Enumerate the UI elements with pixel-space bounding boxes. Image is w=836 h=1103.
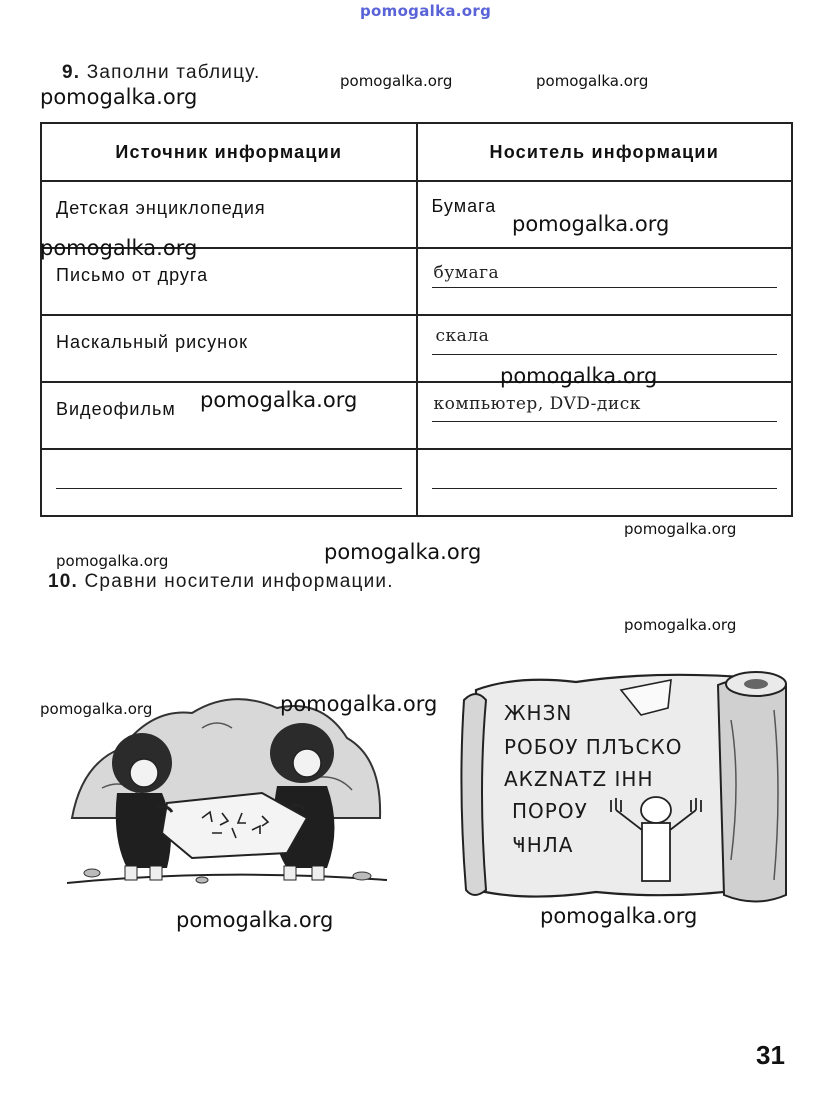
source-text: Наскальный рисунок — [56, 332, 248, 352]
watermark: pomogalka.org — [512, 212, 670, 236]
carrier-cell — [417, 248, 793, 315]
source-text: Письмо от друга — [56, 265, 209, 285]
carrier-cell — [417, 382, 793, 449]
answer-line — [432, 421, 778, 422]
scroll-line: РОБОУ ПЛЪСКО — [504, 735, 683, 759]
handwritten-answer[interactable]: бумага — [433, 263, 500, 283]
carrier-text: Бумага — [431, 196, 497, 216]
scroll-illustration — [456, 660, 798, 910]
task-10-text: Сравни носители информации. — [84, 571, 394, 592]
task-9-title — [62, 62, 260, 84]
source-cell — [41, 449, 417, 516]
watermark: pomogalka.org — [500, 364, 658, 388]
watermark: pomogalka.org — [624, 520, 737, 538]
watermark: pomogalka.org — [40, 236, 198, 260]
task-10-number: 10. — [48, 571, 79, 592]
watermark: pomogalka.org — [40, 700, 153, 718]
watermark: pomogalka.org — [200, 388, 358, 412]
scroll-line: ҸНЛА — [512, 833, 574, 857]
page-number: 31 — [756, 1040, 785, 1070]
handwritten-answer[interactable]: компьютер, DVD-диск — [433, 394, 641, 414]
source-cell — [41, 315, 417, 382]
header-carrier: Носитель информации — [417, 123, 793, 181]
watermark: pomogalka.org — [324, 540, 482, 564]
watermark: pomogalka.org — [176, 908, 334, 932]
answer-line — [432, 354, 778, 355]
watermark: pomogalka.org — [280, 692, 438, 716]
task-10-title — [48, 571, 394, 593]
watermark: pomogalka.org — [536, 72, 649, 90]
handwritten-answer[interactable]: скала — [435, 326, 490, 346]
answer-line[interactable] — [432, 488, 778, 489]
carrier-cell — [417, 449, 793, 516]
info-table — [40, 122, 793, 517]
watermark: pomogalka.org — [340, 72, 453, 90]
table-row — [41, 449, 792, 516]
source-text: Видеофильм — [56, 399, 176, 419]
answer-line[interactable] — [56, 488, 402, 489]
source-text: Детская энциклопедия — [56, 198, 266, 218]
watermark: pomogalka.org — [56, 552, 169, 570]
header-source: Источник информации — [41, 123, 417, 181]
scroll-line: ПОРОУ — [512, 799, 588, 823]
table-row — [41, 315, 792, 382]
watermark-top: pomogalka.org — [360, 2, 492, 20]
task-9-text: Заполни таблицу. — [86, 62, 261, 83]
table-row — [41, 382, 792, 449]
watermark: pomogalka.org — [540, 904, 698, 928]
table-header-row — [41, 123, 792, 181]
task-9-number: 9. — [62, 62, 81, 83]
scroll-line: АКZNАТZ ІНН — [504, 767, 654, 791]
watermark: pomogalka.org — [624, 616, 737, 634]
watermark: pomogalka.org — [40, 85, 198, 109]
scroll-line: ЖНЗN — [504, 701, 573, 725]
answer-line — [432, 287, 778, 288]
